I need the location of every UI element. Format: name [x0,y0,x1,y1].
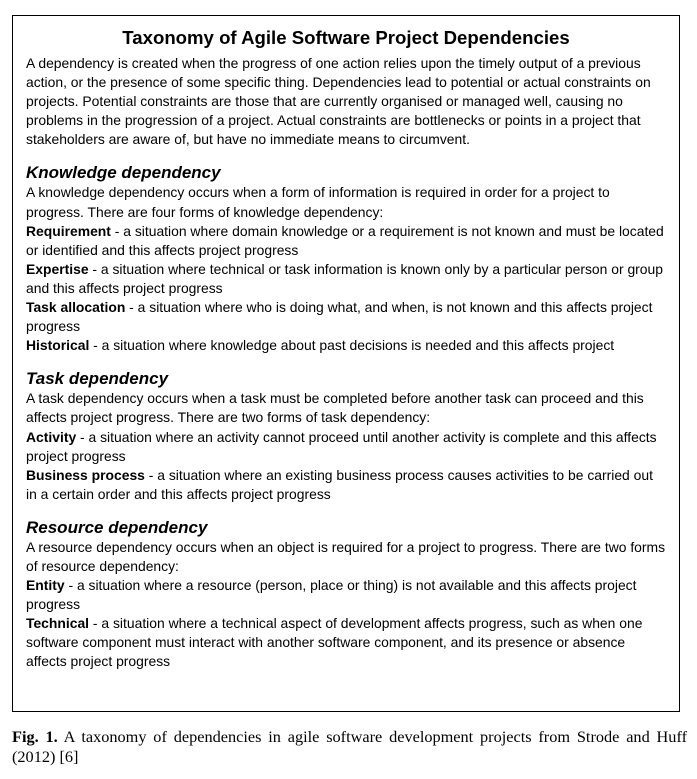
item-term: Requirement [26,222,111,239]
list-item [26,298,666,336]
item-term: Historical [26,337,90,354]
list-item [26,428,666,466]
figure-caption [12,727,687,767]
list-item [26,466,666,504]
section-heading: Knowledge dependency [26,163,221,183]
section-description: A knowledge dependency occurs when a form of information is required in order for a project to progress. There are four forms of knowledge dependency: [26,184,610,220]
section-description: A task dependency occurs when a task must be completed before another task can proceed and this affects project progress. There are two forms of task dependency: [26,390,644,426]
item-term: Entity [26,577,65,594]
item-text: - a situation where technical or task information is known only by a particular person or group and this affects project progress [26,260,663,296]
item-term: Expertise [26,260,89,277]
item-term: Technical [26,615,90,632]
section-task-dependency [26,369,666,504]
caption-text: A taxonomy of dependencies in agile software development projects from Strode and Huff (2012) [6] [12,727,687,766]
caption-label: Fig. 1. [12,727,58,746]
section-resource-dependency [26,518,666,672]
list-item [26,222,666,260]
section-heading: Task dependency [26,369,169,389]
list-item [26,260,666,298]
item-term: Activity [26,428,77,445]
section-description: A resource dependency occurs when an object is required for a project to progress. There are two forms of resource dependency: [26,538,666,574]
list-item [26,576,666,614]
item-text: - a situation where domain knowledge or a requirement is not known and must be located or identified and this affects project progress [26,222,664,258]
item-text: - a situation where a resource (person, place or thing) is not available and this affects project progress [26,577,637,613]
item-text: - a situation where an activity cannot proceed until another activity is complete and this affects project progress [26,428,657,464]
item-text: - a situation where an existing business process causes activities to be carried out in a certain order and this affects project progress [26,466,653,502]
item-text: - a situation where a technical aspect of development affects progress, such as when one software component must interact with another software component, and its presence or absence affects project progress [26,615,643,670]
item-text: - a situation where knowledge about past decisions is needed and this affects project [89,337,615,354]
section-heading: Resource dependency [26,517,208,537]
taxonomy-box [12,15,680,712]
item-term: Task allocation [26,299,126,316]
section-knowledge-dependency [26,163,666,355]
intro-paragraph: A dependency is created when the progress of one action relies upon the timely output of a previous action, or the presence of some specific thing. Dependencies lead to potential or actual constraints on projects. Potential constraints are those that are currently organised or managed well, causing no problems in the progression of a project. Actual constraints are bottlenecks or points in a project that stakeholders are aware of, but have no immediate means to circumvent. [26,55,651,148]
item-text: - a situation where who is doing what, and when, is not known and this affects project progress [26,299,653,335]
item-term: Business process [26,466,145,483]
box-title: Taxonomy of Agile Software Project Dependencies [122,27,570,48]
list-item [26,614,666,671]
list-item [26,336,666,355]
